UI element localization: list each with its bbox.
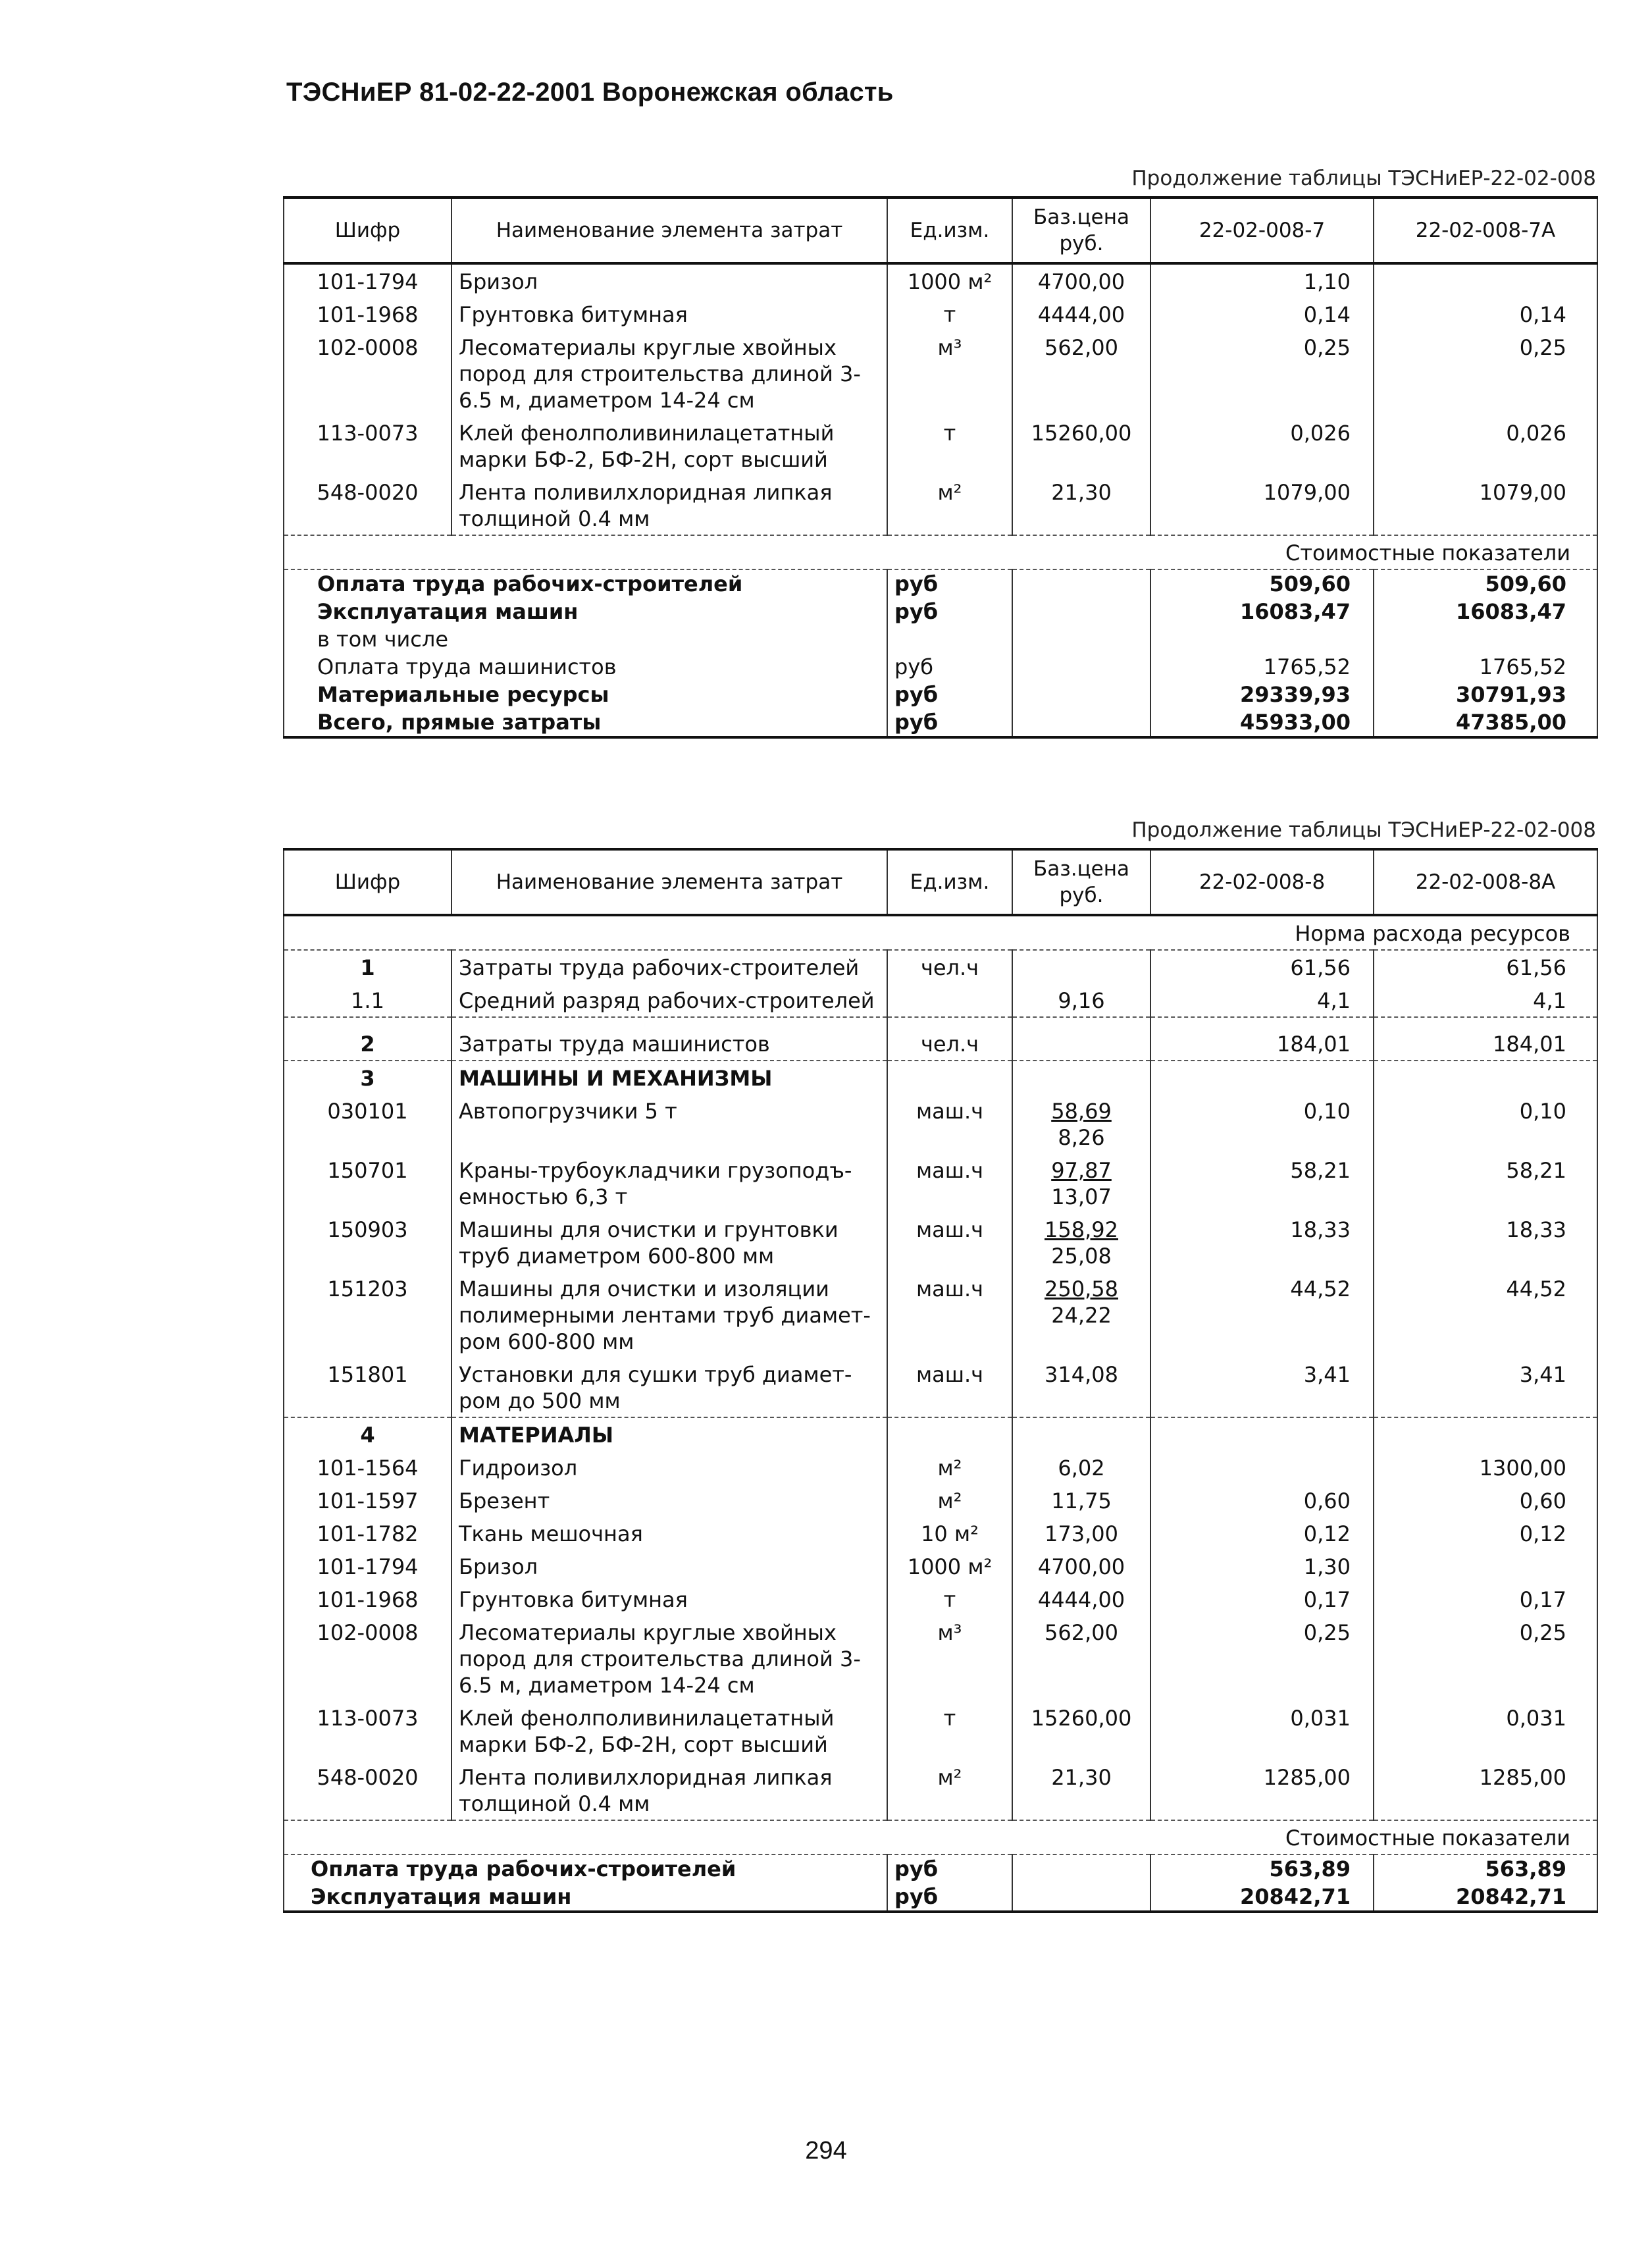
row-value-b: 0,12: [1374, 1517, 1597, 1550]
price-underlined: 97,87: [1051, 1158, 1112, 1183]
row-code: 101-1968: [284, 298, 452, 330]
row-value-b: 1300,00: [1374, 1451, 1597, 1484]
table-row: [284, 416, 1597, 475]
row-code: 101-1968: [284, 1583, 452, 1616]
header-norm-b: 22-02-008-7А: [1374, 197, 1597, 263]
price-wage: 24,22: [1051, 1303, 1112, 1328]
price-underlined: 58,69: [1051, 1099, 1112, 1124]
material-row: [284, 1517, 1597, 1550]
row-code: 102-0008: [284, 330, 452, 416]
row-value-b: 0,25: [1374, 330, 1597, 416]
table-row: [284, 330, 1597, 416]
row-unit: маш.ч: [887, 1357, 1012, 1417]
row-value-b: 4,1: [1374, 984, 1597, 1017]
row-code: 113-0073: [284, 1701, 452, 1760]
summary-value-b: 16083,47: [1374, 598, 1597, 625]
row-unit: маш.ч: [887, 1153, 1012, 1213]
row-unit: т: [887, 416, 1012, 475]
row-price: 4444,00: [1012, 1583, 1150, 1616]
summary-label: Оплата труда машинистов: [284, 653, 887, 681]
summary-value-a: 563,89: [1150, 1854, 1374, 1883]
row-value-a: 58,21: [1150, 1153, 1374, 1213]
row-price: 4700,00: [1012, 1550, 1150, 1583]
material-row: [284, 1616, 1597, 1701]
summary-price: [1012, 569, 1150, 598]
header-price: Баз.цена руб.: [1012, 849, 1150, 915]
row-unit: м³: [887, 330, 1012, 416]
row-price: [1012, 1094, 1150, 1153]
summary-price: [1012, 625, 1150, 653]
row-value-b: 58,21: [1374, 1153, 1597, 1213]
row-name: Клей фенолполивинилацетатный марки БФ-2, БФ-2Н, сорт высший: [452, 416, 887, 475]
row-value-a: 1,30: [1150, 1550, 1374, 1583]
summary-row: [284, 1854, 1597, 1883]
row-name: Краны-трубоукладчики грузоподъ-емностью 6,3 т: [452, 1153, 887, 1213]
row-unit: м²: [887, 1760, 1012, 1820]
row-unit: маш.ч: [887, 1213, 1012, 1272]
row-value-a: 0,14: [1150, 298, 1374, 330]
row-code: 101-1794: [284, 263, 452, 298]
row-price: [1012, 1272, 1150, 1357]
row-price: 15260,00: [1012, 416, 1150, 475]
row-unit: чел.ч: [887, 950, 1012, 984]
row-value-a: [1150, 1451, 1374, 1484]
material-row: [284, 1760, 1597, 1820]
page-number: 294: [805, 2137, 847, 2165]
table-row: [284, 298, 1597, 330]
summary-label: Всего, прямые затраты: [284, 708, 887, 737]
summary-label: Эксплуатация машин: [284, 598, 887, 625]
header-price: Баз.цена руб.: [1012, 197, 1150, 263]
row-name: Гидроизол: [452, 1451, 887, 1484]
summary-row: [284, 653, 1597, 681]
row-price: 11,75: [1012, 1484, 1150, 1517]
row-name: Установки для сушки труб диамет-ром до 500 мм: [452, 1357, 887, 1417]
row-code: 150903: [284, 1213, 452, 1272]
row-value-a: 3,41: [1150, 1357, 1374, 1417]
summary-row: [284, 569, 1597, 598]
row-unit: маш.ч: [887, 1094, 1012, 1153]
summary-unit: руб: [887, 653, 1012, 681]
summary-unit: руб: [887, 598, 1012, 625]
row-name: Ткань мешочная: [452, 1517, 887, 1550]
summary-price: [1012, 598, 1150, 625]
row-value-b: 0,031: [1374, 1701, 1597, 1760]
table-row: [284, 950, 1597, 984]
summary-label: Эксплуатация машин: [284, 1883, 887, 1912]
row-value-a: 0,25: [1150, 330, 1374, 416]
summary-price: [1012, 681, 1150, 708]
header-norm-b: 22-02-008-8А: [1374, 849, 1597, 915]
row-name: Лента поливилхлоридная липкая толщиной 0.4 мм: [452, 1760, 887, 1820]
row-code: 151203: [284, 1272, 452, 1357]
row-value-a: 1,10: [1150, 263, 1374, 298]
price-underlined: 250,58: [1045, 1276, 1118, 1301]
row-value-a: 184,01: [1150, 1017, 1374, 1061]
group-heading-row: [284, 1417, 1597, 1451]
row-price: 6,02: [1012, 1451, 1150, 1484]
row-unit: т: [887, 1583, 1012, 1616]
row-name: Бризол: [452, 1550, 887, 1583]
row-name: Лесоматериалы круглые хвойных пород для строительства длиной 3-6.5 м, диаметром 14-24 см: [452, 1616, 887, 1701]
row-value-b: 3,41: [1374, 1357, 1597, 1417]
table-1-header: [284, 197, 1597, 263]
row-code: 101-1564: [284, 1451, 452, 1484]
table-row: [284, 263, 1597, 298]
summary-price: [1012, 1883, 1150, 1912]
row-name: Машины для очистки и изоляции полимерными лентами труб диамет-ром 600-800 мм: [452, 1272, 887, 1357]
row-value-a: 1079,00: [1150, 475, 1374, 535]
material-row: [284, 1583, 1597, 1616]
row-price: [1012, 1213, 1150, 1272]
summary-unit: руб: [887, 681, 1012, 708]
summary-value-a: 1765,52: [1150, 653, 1374, 681]
row-value-b: 0,14: [1374, 298, 1597, 330]
row-price: 15260,00: [1012, 1701, 1150, 1760]
row-unit: м²: [887, 1484, 1012, 1517]
row-unit: м²: [887, 475, 1012, 535]
row-code: 548-0020: [284, 1760, 452, 1820]
row-code: 101-1597: [284, 1484, 452, 1517]
row-value-a: 44,52: [1150, 1272, 1374, 1357]
row-code: 2: [284, 1017, 452, 1061]
summary-price: [1012, 1854, 1150, 1883]
row-price: 314,08: [1012, 1357, 1150, 1417]
material-row: [284, 1451, 1597, 1484]
row-name: Лента поливилхлоридная липкая толщиной 0.4 мм: [452, 475, 887, 535]
summary-unit: руб: [887, 569, 1012, 598]
header-code: Шифр: [284, 197, 452, 263]
row-price: [1012, 1153, 1150, 1213]
summary-value-b: 563,89: [1374, 1854, 1597, 1883]
row-unit: [887, 984, 1012, 1017]
header-norm-a: 22-02-008-8: [1150, 849, 1374, 915]
machine-row: [284, 1357, 1597, 1417]
row-price: 21,30: [1012, 475, 1150, 535]
group-number: 4: [284, 1417, 452, 1451]
header-unit: Ед.изм.: [887, 849, 1012, 915]
summary-row: [284, 598, 1597, 625]
summary-value-a: [1150, 625, 1374, 653]
row-value-a: 18,33: [1150, 1213, 1374, 1272]
row-name: Клей фенолполивинилацетатный марки БФ-2, БФ-2Н, сорт высший: [452, 1701, 887, 1760]
row-code: 101-1782: [284, 1517, 452, 1550]
row-name: Лесоматериалы круглые хвойных пород для строительства длиной 3-6.5 м, диаметром 14-24 см: [452, 330, 887, 416]
summary-value-a: 45933,00: [1150, 708, 1374, 737]
price-wage: 8,26: [1058, 1125, 1105, 1150]
row-value-a: 0,026: [1150, 416, 1374, 475]
row-value-b: 61,56: [1374, 950, 1597, 984]
summary-row: [284, 625, 1597, 653]
summary-unit: [887, 625, 1012, 653]
header-name: Наименование элемента затрат: [452, 849, 887, 915]
row-value-b: 0,10: [1374, 1094, 1597, 1153]
summary-value-b: 1765,52: [1374, 653, 1597, 681]
row-value-b: [1374, 1550, 1597, 1583]
summary-unit: руб: [887, 1883, 1012, 1912]
row-value-b: 44,52: [1374, 1272, 1597, 1357]
summary-value-b: [1374, 625, 1597, 653]
material-row: [284, 1484, 1597, 1517]
row-name: Брезент: [452, 1484, 887, 1517]
summary-value-b: 509,60: [1374, 569, 1597, 598]
summary-label: Оплата труда рабочих-строителей: [284, 1854, 887, 1883]
summary-value-b: 20842,71: [1374, 1883, 1597, 1912]
estimate-table-2: [283, 848, 1598, 1913]
row-value-b: 18,33: [1374, 1213, 1597, 1272]
table-2-header: [284, 849, 1597, 915]
row-price: 4700,00: [1012, 263, 1150, 298]
row-value-b: [1374, 263, 1597, 298]
document-title: ТЭСНиЕР 81-02-22-2001 Воронежская область: [286, 78, 894, 107]
row-value-a: 0,60: [1150, 1484, 1374, 1517]
section-label: Стоимостные показатели: [284, 535, 1597, 569]
group-heading-row: [284, 1061, 1597, 1094]
price-wage: 25,08: [1051, 1244, 1112, 1269]
header-name: Наименование элемента затрат: [452, 197, 887, 263]
material-row: [284, 1550, 1597, 1583]
summary-row: [284, 708, 1597, 737]
row-name: Бризол: [452, 263, 887, 298]
table-row: [284, 475, 1597, 535]
row-unit: чел.ч: [887, 1017, 1012, 1061]
summary-value-a: 29339,93: [1150, 681, 1374, 708]
row-value-a: 0,25: [1150, 1616, 1374, 1701]
row-name: Затраты труда машинистов: [452, 1017, 887, 1061]
row-code: 1: [284, 950, 452, 984]
row-code: 150701: [284, 1153, 452, 1213]
material-row: [284, 1701, 1597, 1760]
row-value-b: 0,25: [1374, 1616, 1597, 1701]
section-label: Норма расхода ресурсов: [284, 915, 1597, 950]
row-value-a: 0,12: [1150, 1517, 1374, 1550]
row-code: 1.1: [284, 984, 452, 1017]
summary-row: [284, 1883, 1597, 1912]
header-norm-a: 22-02-008-7: [1150, 197, 1374, 263]
row-value-b: 0,17: [1374, 1583, 1597, 1616]
row-unit: т: [887, 1701, 1012, 1760]
summary-value-b: 47385,00: [1374, 708, 1597, 737]
price-underlined: 158,92: [1045, 1217, 1118, 1242]
summary-label: в том числе: [284, 625, 887, 653]
machine-row: [284, 1272, 1597, 1357]
row-price: 173,00: [1012, 1517, 1150, 1550]
row-code: 030101: [284, 1094, 452, 1153]
row-code: 151801: [284, 1357, 452, 1417]
row-value-b: 0,026: [1374, 416, 1597, 475]
machine-row: [284, 1213, 1597, 1272]
row-value-a: 0,10: [1150, 1094, 1374, 1153]
table-row: [284, 984, 1597, 1017]
row-name: Автопогрузчики 5 т: [452, 1094, 887, 1153]
row-value-b: 1285,00: [1374, 1760, 1597, 1820]
row-code: 113-0073: [284, 416, 452, 475]
row-price: 562,00: [1012, 330, 1150, 416]
table-1-caption: Продолжение таблицы ТЭСНиЕР-22-02-008: [1131, 167, 1596, 190]
section-row: [284, 1820, 1597, 1854]
row-unit: т: [887, 298, 1012, 330]
row-name: Средний разряд рабочих-строителей: [452, 984, 887, 1017]
row-value-a: 1285,00: [1150, 1760, 1374, 1820]
group-number: 3: [284, 1061, 452, 1094]
row-unit: 1000 м²: [887, 1550, 1012, 1583]
row-name: Машины для очистки и грунтовки труб диаметром 600-800 мм: [452, 1213, 887, 1272]
section-label: Стоимостные показатели: [284, 1820, 1597, 1854]
estimate-table-1: [283, 196, 1598, 739]
row-price: [1012, 950, 1150, 984]
section-row: [284, 535, 1597, 569]
machine-row: [284, 1153, 1597, 1213]
machine-row: [284, 1094, 1597, 1153]
group-title: МАТЕРИАЛЫ: [452, 1417, 887, 1451]
row-value-a: 4,1: [1150, 984, 1374, 1017]
row-price: 9,16: [1012, 984, 1150, 1017]
summary-unit: руб: [887, 1854, 1012, 1883]
row-code: 102-0008: [284, 1616, 452, 1701]
row-unit: 1000 м²: [887, 263, 1012, 298]
row-value-b: 184,01: [1374, 1017, 1597, 1061]
summary-row: [284, 681, 1597, 708]
row-code: 548-0020: [284, 475, 452, 535]
row-unit: маш.ч: [887, 1272, 1012, 1357]
summary-value-b: 30791,93: [1374, 681, 1597, 708]
row-price: 562,00: [1012, 1616, 1150, 1701]
row-unit: 10 м²: [887, 1517, 1012, 1550]
row-name: Затраты труда рабочих-строителей: [452, 950, 887, 984]
row-value-a: 0,031: [1150, 1701, 1374, 1760]
group-title: МАШИНЫ И МЕХАНИЗМЫ: [452, 1061, 887, 1094]
section-row: [284, 915, 1597, 950]
row-price: 21,30: [1012, 1760, 1150, 1820]
summary-label: Оплата труда рабочих-строителей: [284, 569, 887, 598]
summary-unit: руб: [887, 708, 1012, 737]
row-value-b: 0,60: [1374, 1484, 1597, 1517]
row-code: 101-1794: [284, 1550, 452, 1583]
summary-label: Материальные ресурсы: [284, 681, 887, 708]
summary-price: [1012, 653, 1150, 681]
row-name: Грунтовка битумная: [452, 1583, 887, 1616]
table-2-caption: Продолжение таблицы ТЭСНиЕР-22-02-008: [1131, 818, 1596, 842]
table-row: [284, 1017, 1597, 1061]
row-price: 4444,00: [1012, 298, 1150, 330]
summary-value-a: 509,60: [1150, 569, 1374, 598]
row-value-a: 0,17: [1150, 1583, 1374, 1616]
price-wage: 13,07: [1051, 1184, 1112, 1209]
summary-value-a: 16083,47: [1150, 598, 1374, 625]
row-unit: м²: [887, 1451, 1012, 1484]
row-value-b: 1079,00: [1374, 475, 1597, 535]
header-code: Шифр: [284, 849, 452, 915]
row-unit: м³: [887, 1616, 1012, 1701]
summary-price: [1012, 708, 1150, 737]
row-price: [1012, 1017, 1150, 1061]
header-unit: Ед.изм.: [887, 197, 1012, 263]
summary-value-a: 20842,71: [1150, 1883, 1374, 1912]
row-value-a: 61,56: [1150, 950, 1374, 984]
row-name: Грунтовка битумная: [452, 298, 887, 330]
